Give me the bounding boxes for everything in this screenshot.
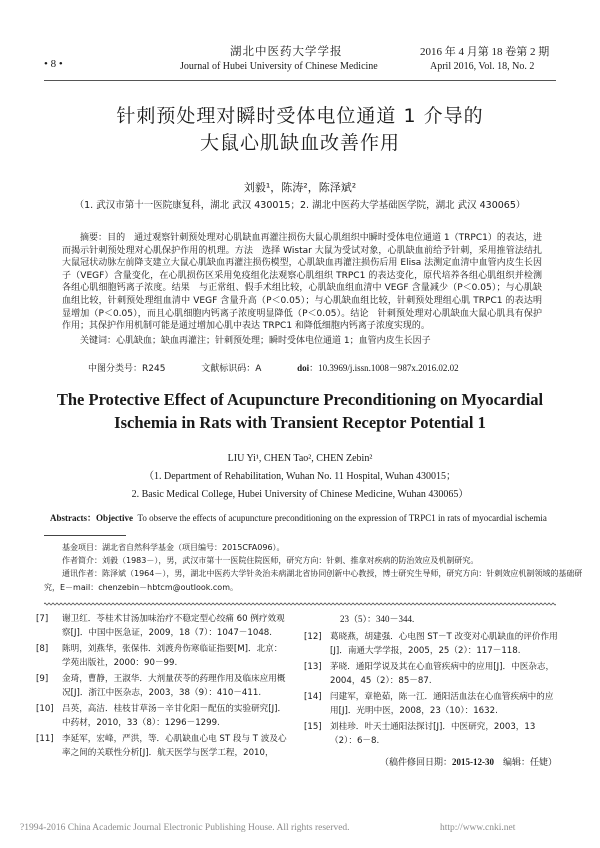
header-rule [44,80,556,81]
reference-item [36,642,296,670]
abstract-cn: 摘要：目的 通过观察针刺预处理对心肌缺血再灌注损伤大鼠心肌组织中瞬时受体电位通道 1（TRPC1）的表达，进而揭示针刺预处理对心肌保护作用的机理。方法 选择 Wistar 大鼠为受试对象，心肌缺血前给予针刺，采用推管法结扎大鼠冠状动脉左前降支建立大鼠心肌缺血再灌注损伤模型，心肌缺血再灌注损伤后用 Elisa 法测定血清中血管内皮生长因子（VEGF）含量变化，在心肌损伤区采用免疫组化法观察心肌组织 TRPC1 的表达变化，原代培养各组心肌组织并检测各组心肌细胞钙离子浓度。结果 与正常组、假手术组比较，心肌缺血组血清中 VEGF 含量减少（P＜0.05）；与心肌缺血组比较，针刺预处理组血清中 VEGF 含量升高（P＜0.05）；与心肌缺血组比较，针刺预处理组心肌 TRPC1 的表达明显增加（P＜0.05），而且心肌细胞内钙离子浓度明显降低（P＜0.05）。结论 针刺预处理对心肌缺血大鼠心肌具有保护作用；其保护作用机制可能是通过增加心肌中表达 TRPC1 和降低细胞内钙离子浓度实现的。 [62,233,542,332]
issue-info-en: April 2016, Vol. 18, No. 2 [430,61,535,72]
title-cn-line2: 大鼠心肌缺血改善作用 [199,132,400,154]
footnote-corresponding: 通讯作者：陈泽斌（1964－），男，湖北中医药大学针灸治未病湖北省协同创新中心教授，博士研究生导师，研究方向：针刺效应机制领域的基础研 [62,569,583,578]
reference-item [304,720,564,748]
revised-date: 2015-12-30 [452,757,495,767]
reference-text: 葛晓燕，胡建强．心电图 ST－T 改变对心肌缺血的评价作用[J]．南通大学学报，2005，25（2）：117－118. [330,632,558,656]
abstract-en-text: To observe the effects of acupuncture preconditioning on the expression of TRPC1 in rats of myocardial ischemia [137,513,547,523]
footnote-email[interactable]: 究，E－mail：chenzebin－hbtcm@outlook.com。 [44,583,238,592]
authors-en: LIU Yi¹, CHEN Tao², CHEN Zebin² [227,453,373,464]
revised-label: （稿件修回日期： [380,758,453,768]
classification-line [88,362,459,375]
wavy-separator [44,602,556,606]
reference-text: 茅晓．通阳学说及其在心血管疾病中的应用[J]．中医杂志，2004，45（2）：85－87. [330,662,555,686]
reference-number: [11] [36,734,54,744]
issue-info-cn: 2016 年 4 月第 18 卷第 2 期 [420,46,550,58]
reference-number: [14] [304,692,322,702]
reference-item [36,732,296,760]
reference-item [304,690,564,718]
title-en-line1: The Protective Effect of Acupuncture Preconditioning on Myocardial [56,390,544,409]
reference-item [36,612,296,640]
title-cn-line1: 针刺预处理对瞬时受体电位通道 1 介导的 [116,105,484,127]
reference-item [304,660,564,688]
publisher-url[interactable]: http://www.cnki.net [440,823,516,833]
doi-label: doi [297,363,310,373]
revision-date-note [380,756,557,769]
reference-text: 谢卫红．苓桂术甘汤加味治疗不稳定型心绞痛 60 例疗效观察[J]．中国中医急证，2009，18（7）：1047－1048. [62,614,285,638]
title-en-line2: Ischemia in Rats with Transient Receptor Potential 1 [114,413,486,432]
document-code: 文献标识码：A [201,364,262,374]
reference-text: 吕英，高洁．桂枝甘草汤－辛甘化阳－配伍的实验研究[J]．中药材，2010，33（8）：1296－1299. [62,704,287,728]
reference-number: [13] [304,662,322,672]
reference-number: [8] [36,644,49,654]
footnote-rule [44,535,126,536]
reference-text: 刘桂珍．叶天士通阳法探讨[J]．中医研究，2003，13（2）：6－8. [330,722,536,746]
reference-number: [12] [304,632,322,642]
authors-cn: 刘毅¹，陈涛²，陈泽斌² [243,181,357,194]
reference-number: [10] [36,704,54,714]
reference-number: [7] [36,614,49,624]
reference-number: [15] [304,722,322,732]
editor-note: 编辑：任婕） [494,758,558,768]
doi-value[interactable]: ：10.3969/j.issn.1008－987x.2016.02.02 [309,363,459,373]
affiliation-en-2: 2. Basic Medical College, Hubei University of Chinese Medicine, Wuhan 430065） [131,489,469,500]
journal-title-cn: 湖北中医药大学学报 [230,44,343,58]
abstract-en [50,512,547,524]
reference-continuation: 23（5）：340－344. [340,614,415,624]
reference-item [36,702,296,730]
reference-item [304,630,564,658]
page-number: • 8 • [44,58,63,70]
footnote-fund: 基金项目：湖北省自然科学基金（项目编号：2015CFA096）。 [62,543,285,552]
reference-text: 陈明，刘燕华，张保伟．刘渡舟伤寒临证指要[M]．北京：学苑出版社，2000：90－99. [62,644,283,668]
abstract-en-label: Abstracts：Objective [50,513,133,523]
journal-title-en: Journal of Hubei University of Chinese Medicine [180,61,378,72]
reference-text: 闫建军，章艳茹，陈一江．通阳活血法在心血管疾病中的应用[J]．光明中医，2008，23（10）：1632. [330,692,554,716]
clc-number: 中图分类号：R245 [88,364,166,374]
reference-number: [9] [36,674,49,684]
keywords-cn: 关键词：心肌缺血；缺血再灌注；针刺预处理；瞬时受体电位通道 1；血管内皮生长因子 [80,336,431,346]
affiliations-cn: （1. 武汉市第十一医院康复科，湖北 武汉 430015；2. 湖北中医药大学基础医学院，湖北 武汉 430065） [74,200,526,211]
footnote-author: 作者简介：刘毅（1983－），男，武汉市第十一医院住院医师，研究方向：针刺、推拿对疾病的防治效应及机制研究。 [62,556,479,565]
affiliation-en-1: （1. Department of Rehabilitation, Wuhan No. 11 Hospital, Wuhan 430015； [143,471,457,482]
copyright-notice: ?1994-2016 China Academic Journal Electronic Publishing House. All rights reserved. [20,823,350,833]
reference-text: 李延军，宏峰，严洪，等．心肌缺血心电 ST 段与 T 波及心率之间的关联性分析[J]．航天医学与医学工程，2010， [62,734,287,758]
reference-text: 金琦，曹静，王淑华．大剂量茯苓的药理作用及临床应用概况[J]．浙江中医杂志，2003，38（9）：410－411. [62,674,286,698]
reference-item [36,672,296,700]
